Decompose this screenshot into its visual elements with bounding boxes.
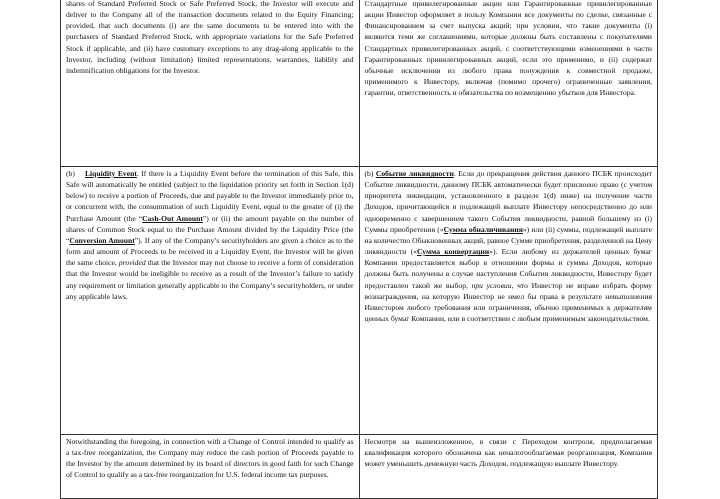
clause-marker: (b)	[364, 169, 374, 178]
table-row	[61, 0, 658, 167]
russian-paragraph: Стандартные привилегированные акции или Гарантированные привилегированные акции Инвестор оформляет в пользу Компании все документы по сделке, связанные с Финансированием за счет выпуска акций; при условии, что такие документы (i) являются теми же соглашениями, которые должны быть составлены с покупателями Стандартных привилегированных акций, с соответствующими изменениями в части Гарантированных привилегированных акций, если это применимо, и (ii) содержат обычные исключения из любого права понуждения к совместной продаже, применимого к Инвестору, включая (помимо прочего) ограниченные заявления, гарантии, ответственность и обязательства по возмещению убытков для Инвестора.	[364, 0, 652, 98]
clause-heading: Liquidity Event	[84, 169, 137, 178]
clause-marker: (b)	[66, 169, 75, 178]
defined-term: Сумма конвертации	[416, 247, 490, 257]
english-paragraph: (b) Liquidity Event. If there is a Liquidity Event before the termination of this Safe, this Safe will automatically be entitled (subject to the liquidation priority set forth in Section 1(d) below) to receive a portion of Proceeds, due and payable to the Investor immediately prior to, or concurrent with, the consummation of such Liquidity Event, equal to the greater of (i) the Purchase Amount (the “Cash-Out Amount”) or (ii) the amount payable on the number of shares of Common Stock equal to the Purchase Amount divided by the Liquidity Price (the “Conversion Amount”). If any of the Company’s securityholders are given a choice as to the form and amount of Proceeds to be received in a Liquidity Event, the Investor will be given the same choice, provided that the Investor may not choose to receive a form of consideration that the Investor would be ineligible to receive as a result of the Investor’s failure to satisfy any requirement or limitation generally applicable to the Company’s securityholders, or under any applicable laws.	[66, 169, 354, 301]
table-row	[61, 167, 658, 435]
english-cell	[61, 0, 360, 167]
english-cell	[61, 435, 360, 499]
clause-heading: Событие ликвидности	[375, 169, 454, 178]
russian-cell	[359, 167, 658, 435]
russian-cell	[359, 0, 658, 167]
russian-paragraph: (b) Событие ликвидности. Если до прекращения действия данного ПСБК происходит Событие ликвидности, данному ПСБК автоматически будет присвоено право (с учетом приоритета ликвидации, установленного в разделе 1(d) ниже) на получение части Доходов, причитающейся и подлежащей выплате Инвестору непосредственно до или одновременно с завершением такого События ликвидности, равной большему из (i) Суммы приобретения («Сумма обналичивания») или (ii) суммы, подлежащей выплате на количество Обыкновенных акций, равное Сумме приобретения, разделенной на Цену ликвидности («Сумма конвертации»). Если любому из держателей ценных бумаг Компании предоставляется выбор в отношении формы и суммы Доходов, которые должны быть получены в случае наступления События ликвидности, Инвестору будет предоставлен такой же выбор, при условии, что Инвестор не вправе избрать форму вознаграждения, на которую Инвестор не имел бы права в результате невыполнения Инвестором любого требования или ограничения, обычно применимых к держателям ценных бумаг Компании, или в соответствии с любым применимым законодательством.	[364, 169, 653, 324]
russian-cell	[359, 435, 658, 499]
english-paragraph: Notwithstanding the foregoing, in connection with a Change of Control intended to qualify as a tax-free reorganization, the Company may reduce the cash portion of Proceeds payable to the Investor by the amount determined by its board of directors in good faith for such Change of Control to qualify as a tax-free reorganization for U.S. federal income tax purposes.	[66, 437, 354, 480]
russian-paragraph: Несмотря на вышеизложенное, в связи с Переходом контроля, предполагаемая квалификация которого обозначена как неналогооблагаемая реорганизация, Компания может уменьшить денежную часть Доходов, подлежащую выплате Инвестору.	[364, 437, 652, 469]
defined-term: Cash-Out Amount	[142, 213, 203, 223]
defined-term: Сумма обналичивания	[443, 224, 523, 234]
english-cell	[61, 167, 360, 435]
english-paragraph: shares of Standard Preferred Stock or Safe Preferred Stock, the Investor will execute and deliver to the Company all of the transaction documents related to the Equity Financing; provided, that such documents (i) are the same documents to be entered into with the purchasers of Standard Preferred Stock, with appropriate variations for the Safe Preferred Stock if applicable, and (ii) have customary exceptions to any drag-along applicable to the Investor, including (without limitation) limited representations, warranties, liability and indemnification obligations for the Investor.	[66, 0, 354, 75]
bilingual-table	[60, 0, 658, 499]
table-row	[61, 435, 658, 499]
defined-term: Conversion Amount	[69, 235, 135, 245]
